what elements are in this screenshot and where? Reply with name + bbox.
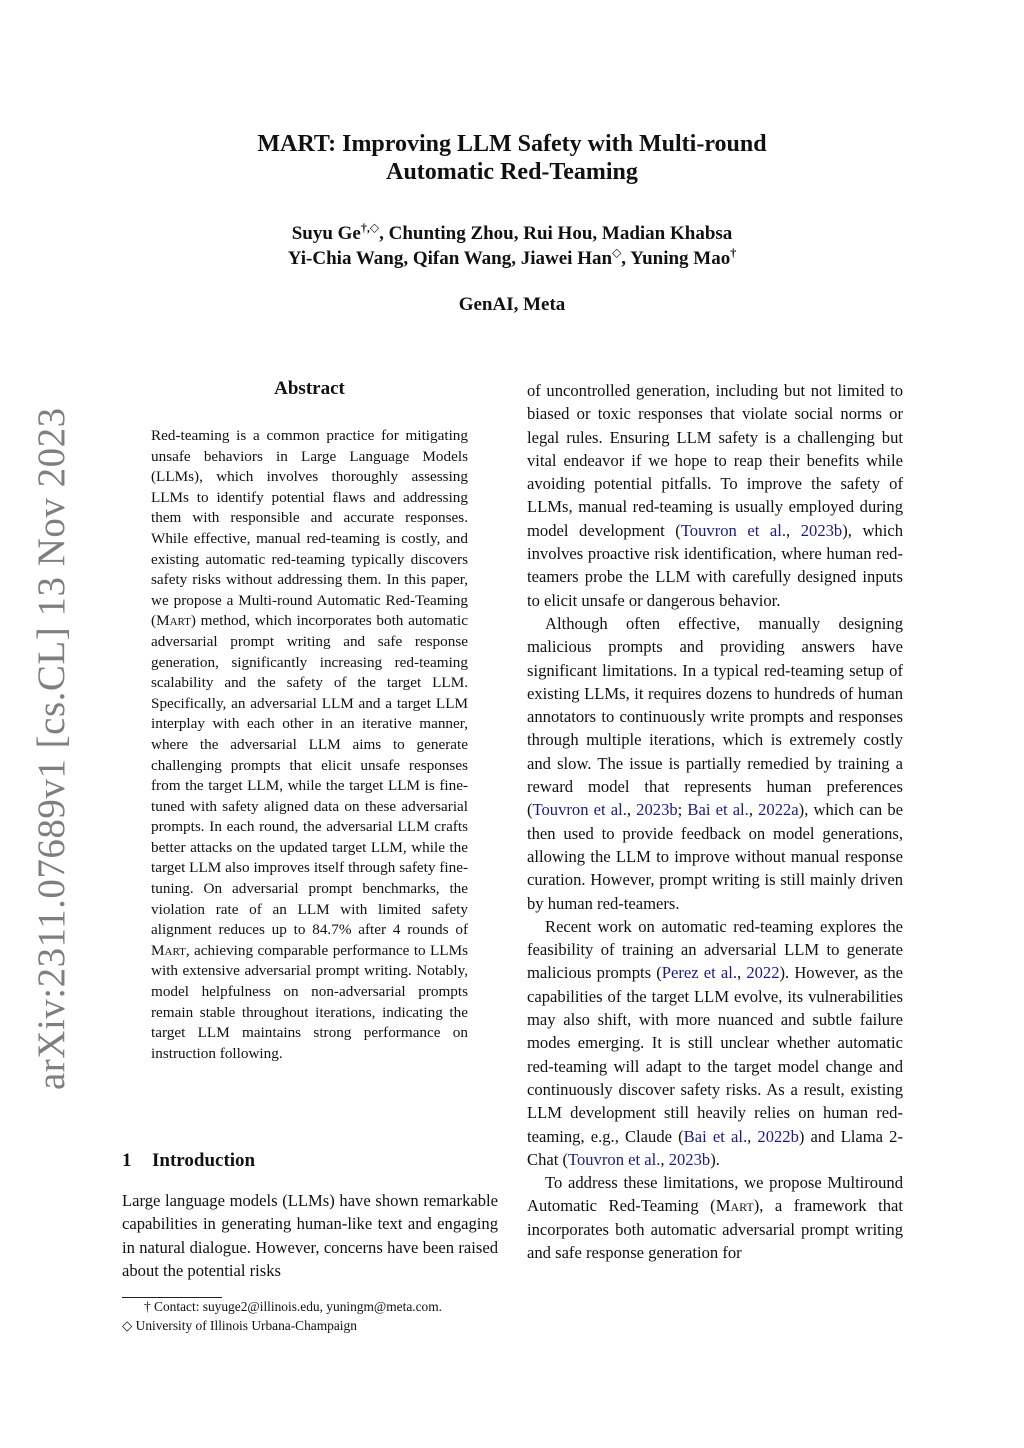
section-heading-introduction <box>122 1150 498 1172</box>
intro-paragraph-continued <box>527 379 903 612</box>
citation-link[interactable]: 2022a <box>758 800 799 820</box>
author-mark: † <box>730 245 737 260</box>
footnotes <box>122 1298 500 1335</box>
citation-link[interactable]: Touvron et al. <box>568 1149 661 1169</box>
mart-name: Mart <box>151 941 186 959</box>
abstract-paragraph <box>151 426 468 1064</box>
paper-title <box>120 130 904 186</box>
citation-link[interactable]: 2023b <box>668 1149 711 1169</box>
author-line-2-sep: , Yuning Mao <box>621 248 731 269</box>
citation-separator: , <box>747 1126 758 1146</box>
intro-paragraph-1: Large language models (LLMs) have shown remarkable capabilities in generating human-like text and engaging in natural dialogue. However, concerns have been raised about the potential risks <box>122 1191 498 1280</box>
body-text: ). However, as the capabilities of the target LLM evolve, its vulnerabilities may also shift, with more nuanced and subtle failure modes emerging. It is still unclear whether automatic red-teaming will adapt to the target model change and continuously discover safety risks. As a result, existing LLM development still heavily relies on human red-teaming, e.g., Claude ( <box>527 963 904 1146</box>
citation-link[interactable]: 2022 <box>746 963 780 983</box>
citation-separator: , <box>786 520 801 540</box>
author-line-2 <box>120 246 904 271</box>
affiliation: GenAI, Meta <box>458 294 566 315</box>
body-text: ) and Llama 2-Chat ( <box>527 1126 904 1169</box>
body-text: To address these limitations, we propose Multiround Automatic Red-Teaming ( <box>527 1173 903 1216</box>
body-text: Although often effective, manually designing malicious prompts and providing answers have significant limitations. In a typical red-teaming setup of existing LLMs, it requires dozens to hundreds of human annotators to continuously write prompts and responses through multiple iterations, which is extremely costly and slow. The issue is partially remedied by training a reward model that represents human preferences ( <box>527 613 903 820</box>
mart-name: Mart <box>715 1196 754 1216</box>
citation-link[interactable]: Touvron et al. <box>532 800 627 820</box>
author-mark: ◇ <box>612 245 622 260</box>
title-line-1: MART: Improving LLM Safety with Multi-round <box>257 131 767 157</box>
abstract-text-2: ) method, which incorporates both automatic adversarial prompt writing and safe response generation, significantly increasing red-teaming scalability and the safety of the target LLM. Specifically, an adversarial LLM and a target LLM interplay with each other in an iterative manner, where the adversarial LLM aims to generate challenging prompts that elicit unsafe responses from the target LLM, while the target LLM is fine-tuned with safety aligned data on these adversarial prompts. In each round, the adversarial LLM crafts better attacks on the updated target LLM, while the target LLM also improves itself through safety fine-tuning. On adversarial prompt benchmarks, the violation rate of an LLM with limited safety alignment reduces up to 84.7% after 4 rounds of <box>151 612 468 939</box>
section-number: 1 <box>122 1150 132 1171</box>
citation-link[interactable]: 2023b <box>800 520 843 540</box>
citation-link[interactable]: 2023b <box>636 800 678 820</box>
abstract-text-1: Red-teaming is a common practice for mitigating unsafe behaviors in Large Language Models (LLMs), which involves thoroughly assessing LLMs to identify potential flaws and addressing them with responsible and accurate responses. While effective, manual red-teaming is costly, and existing automatic red-teaming typically discovers safety risks without addressing them. In this paper, we propose a Multi-round Automatic Red-Teaming ( <box>151 427 468 630</box>
body-text: ), which involves proactive risk identification, where human red-teamers probe the LLM with carefully designed inputs to elicit unsafe or dangerous behavior. <box>527 520 903 610</box>
abstract-heading: Abstract <box>274 378 345 399</box>
mart-name: Mart <box>156 612 191 630</box>
body-text: ). <box>710 1149 720 1169</box>
body-text: of uncontrolled generation, including but not limited to biased or toxic responses that violate social norms or legal rules. Ensuring LLM safety is a challenging but vital endeavor if we hope to reap their benefits while avoiding potential pitfalls. To improve the safety of LLMs, manual red-teaming is usually employed during model development ( <box>527 381 903 540</box>
citation-separator: , <box>626 800 637 820</box>
footnote-contact: † Contact: suyuge2@illinois.edu, yuningm@meta.com. <box>144 1299 443 1314</box>
citation-separator: , <box>737 963 747 983</box>
author-list <box>120 221 904 271</box>
body-text: ), which can be then used to provide feedback on model generations, allowing the LLM to improve without manual response curation. However, prompt writing is still mainly driven by human red-teamers. <box>527 800 903 913</box>
citation-link[interactable]: Bai et al. <box>687 800 749 820</box>
author-line-2-main: Yi-Chia Wang, Qifan Wang, Jiawei Han <box>287 248 613 269</box>
citation-separator: , <box>748 800 759 820</box>
arxiv-side-stamp: arXiv:2311.07689v1 [cs.CL] 13 Nov 2023 <box>30 407 73 1090</box>
author-line-1 <box>120 221 904 246</box>
citation-link[interactable]: Touvron et al. <box>680 520 787 540</box>
intro-left-column <box>122 1189 498 1282</box>
citation-link[interactable]: 2022b <box>757 1126 799 1146</box>
abstract-text-3: , achieving comparable performance to LLMs with extensive adversarial prompt writing. Notably, model helpfulness on non-adversarial prompts remain stable throughout iterations, indicating the target LLM maintains strong performance on instruction following. <box>151 941 468 1062</box>
footnote-affiliation: ◇ University of Illinois Urbana-Champaign <box>122 1317 357 1333</box>
body-text: ), a framework that incorporates both automatic adversarial prompt writing and safe response generation for <box>527 1196 903 1262</box>
title-line-2: Automatic Red-Teaming <box>386 159 638 185</box>
author-mark: †,◇ <box>360 220 380 235</box>
intro-paragraph-3 <box>527 915 903 1171</box>
body-text: Recent work on automatic red-teaming explores the feasibility of training an adversarial LLM to generate malicious prompts ( <box>527 916 903 983</box>
citation-separator: ; <box>677 800 688 820</box>
abstract-body <box>151 426 468 1064</box>
intro-right-column <box>527 379 903 1264</box>
intro-paragraph-4 <box>527 1171 903 1264</box>
citation-link[interactable]: Bai et al. <box>683 1126 748 1146</box>
citation-link[interactable]: Perez et al. <box>661 963 737 983</box>
intro-paragraph-2 <box>527 612 903 915</box>
author-line-1-rest: , Chunting Zhou, Rui Hou, Madian Khabsa <box>379 223 733 244</box>
section-title: Introduction <box>152 1150 256 1171</box>
author-suyu-ge: Suyu Ge <box>291 223 361 244</box>
citation-separator: , <box>660 1149 669 1169</box>
